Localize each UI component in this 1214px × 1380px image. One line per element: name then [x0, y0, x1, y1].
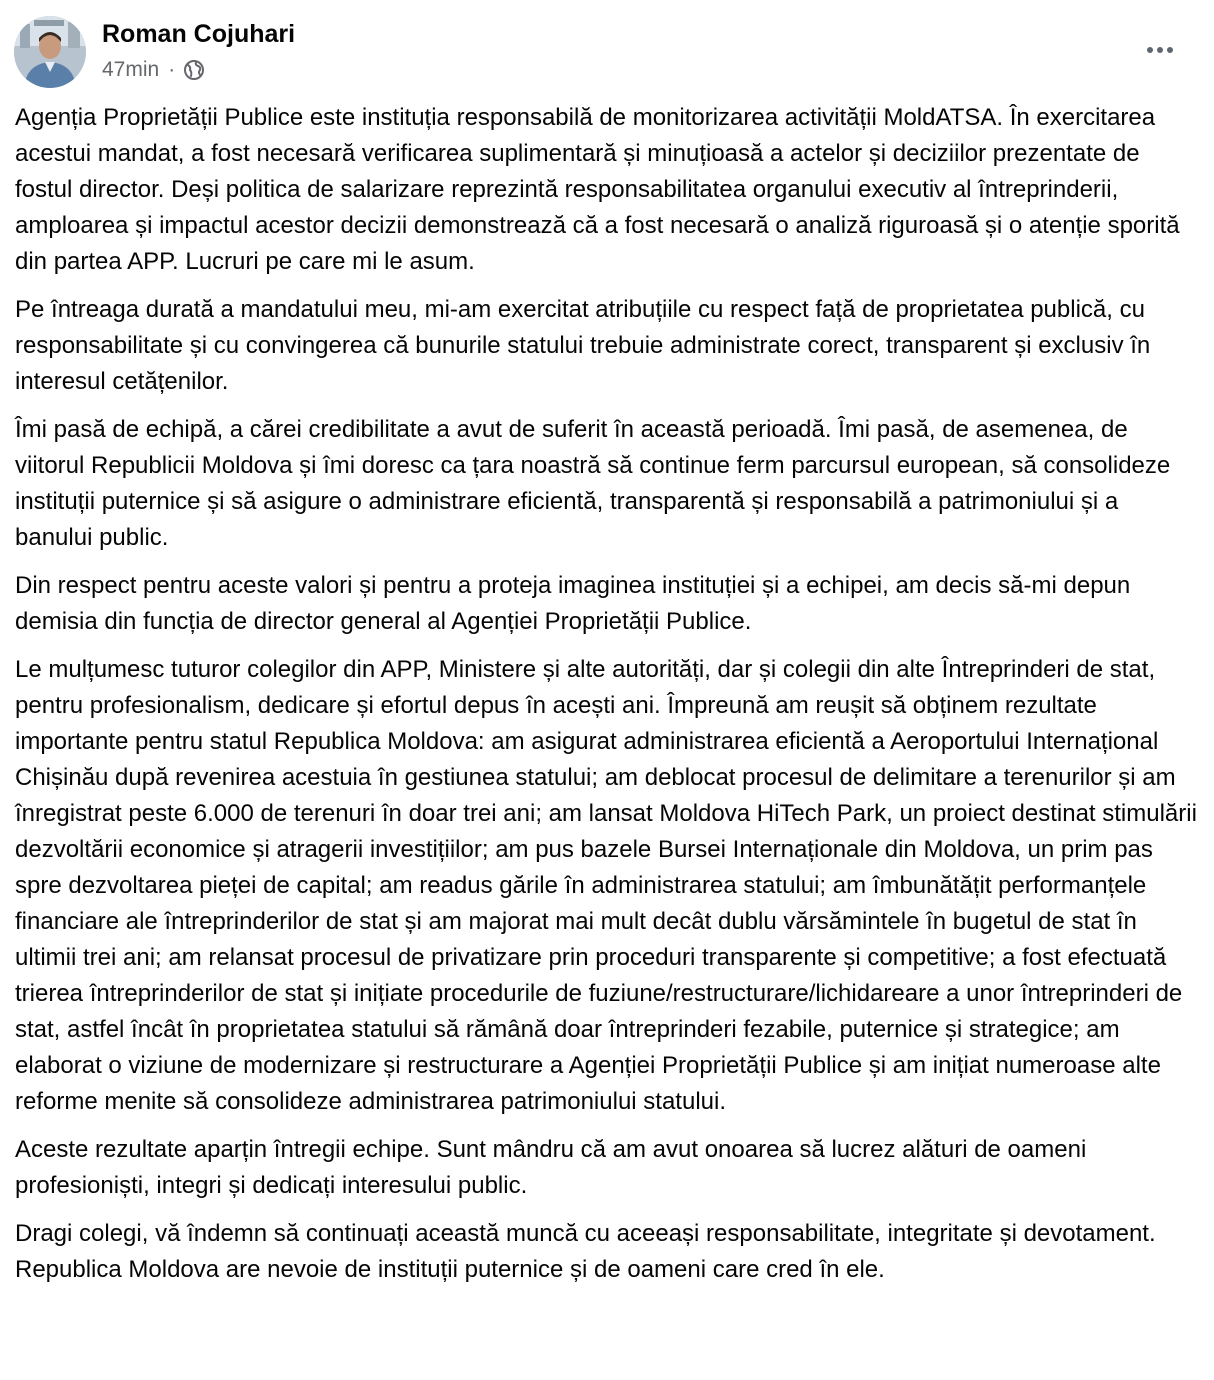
post-paragraph: Din respect pentru aceste valori și pentru a proteja imaginea instituției și a echipei, am decis să-mi depun demisia din funcția de director general al Agenției Proprietății Publice.	[15, 572, 1131, 635]
meta-separator: ·	[168, 58, 176, 81]
user-avatar-icon	[14, 16, 86, 88]
post-paragraph: Îmi pasă de echipă, a cărei credibilitate a avut de suferit în această perioadă. Îmi pasă, de asemenea, de viitorul Republicii Moldova și îmi doresc ca țara noastră să continue ferm parcursul european, să consolideze instituții puternice și să asigure o administrare eficientă, transparentă și responsabilă a patrimoniului și a banului public.	[15, 416, 1171, 551]
post-paragraph: Dragi colegi, vă îndemn să continuați această muncă cu aceeași responsabilitate, integritate și devotament. Republica Moldova are nevoie de instituții puternice și de oameni care cred în ele.	[15, 1220, 1156, 1283]
post-paragraph: Le mulțumesc tuturor colegilor din APP, Ministere și alte autorități, dar și colegii din alte Întreprinderi de stat, pentru profesionalism, dedicare și efortul depus în acești ani. Împreună am reușit să obținem rezultate importante pentru statul Republica Moldova: am asigurat administrarea eficientă a Aeroportului Internațional Chișinău după revenirea acestuia în gestiunea statului; am deblocat procesul de delimitare a terenurilor și am înregistrat peste 6.000 de terenuri în doar trei ani; am lansat Moldova HiTech Park, un proiect destinat stimulării dezvoltării economice și atragerii investițiilor; am pus bazele Bursei Internaționale din Moldova, un prim pas spre dezvoltarea pieței de capital; am readus gările în administrarea statului; am îmbunătățit performanțele financiare ale întreprinderilor de stat și am majorat mai mult decât dublu vărsămintele în bugetul de stat în ultimii trei ani; am relansat procesul de privatizare prin proceduri transparente și competitive; a fost efectuată trierea întreprinderilor de stat și inițiate procedurile de fuziune/restructurare/lichidareare a unor întreprinderi de stat, astfel încât în proprietatea statului să rămână doar întreprinderi fezabile, puternice și strategice; am elaborat o viziune de modernizare și restructurare a Agenției Proprietății Publice și am inițiat numeroase alte reforme menite să consolideze administrarea patrimoniului statului.	[15, 656, 1197, 1115]
post-timestamp[interactable]: 47min	[102, 58, 160, 81]
author-avatar[interactable]	[14, 16, 86, 88]
more-options-icon	[1147, 47, 1173, 53]
post-header	[14, 16, 1200, 90]
author-name[interactable]: Roman Cojuhari	[102, 20, 296, 48]
more-options-button[interactable]	[1140, 30, 1180, 70]
globe-icon[interactable]	[183, 59, 205, 81]
post-paragraph: Agenția Proprietății Publice este instituția responsabilă de monitorizarea activității MoldATSA. În exercitarea acestui mandat, a fost necesară verificarea suplimentară și minuțioasă a actelor și deciziilor prezentate de fostul director. Deși politica de salarizare reprezintă responsabilitatea organului executiv al întreprinderii, amploarea și impactul acestor decizii demonstrează că a fost necesară o analiză riguroasă și o atenție sporită din partea APP. Lucruri pe care mi le asum.	[15, 104, 1180, 275]
post-content	[15, 100, 1199, 1300]
post-paragraph: Aceste rezultate aparțin întregii echipe. Sunt mândru că am avut onoarea să lucrez alături de oameni profesioniști, integri și dedicați interesului public.	[15, 1136, 1087, 1199]
post-meta	[102, 58, 205, 82]
post-paragraph: Pe întreaga durată a mandatului meu, mi-am exercitat atribuțiile cu respect față de proprietatea publică, cu responsabilitate și cu convingerea că bunurile statului trebuie administrate corect, transparent și exclusiv în interesul cetățenilor.	[15, 296, 1151, 395]
